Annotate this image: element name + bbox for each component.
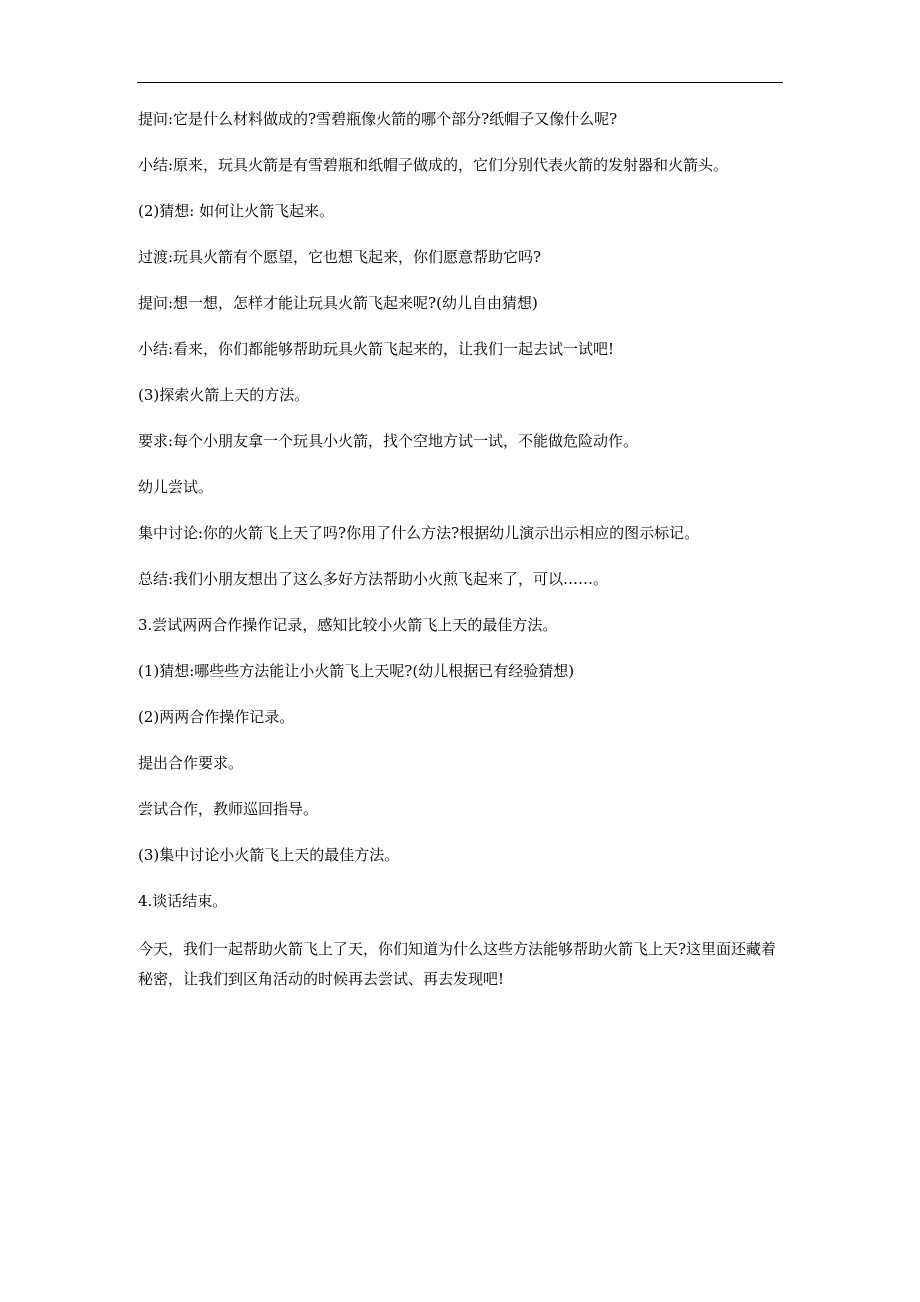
paragraph: (2)猜想: 如何让火箭飞起来。 [138, 202, 335, 220]
paragraph: 集中讨论:你的火箭飞上天了吗?你用了什么方法?根据幼儿演示出示相应的图示标记。 [138, 524, 700, 542]
paragraph: (2)两两合作操作记录。 [138, 708, 295, 726]
paragraph: 小结:看来，你们都能够帮助玩具火箭飞起来的，让我们一起去试一试吧! [138, 340, 615, 358]
paragraph: 提问:想一想，怎样才能让玩具火箭飞起来呢?(幼儿自由猜想) [138, 294, 538, 312]
paragraph: 尝试合作，教师巡回指导。 [138, 800, 319, 818]
paragraph: (3)集中讨论小火箭飞上天的最佳方法。 [138, 846, 400, 864]
paragraph: 小结:原来，玩具火箭是有雪碧瓶和纸帽子做成的，它们分别代表火箭的发射器和火箭头。 [138, 156, 729, 174]
header-rule [137, 82, 783, 83]
paragraph: 提问:它是什么材料做成的?雪碧瓶像火箭的哪个部分?纸帽子又像什么呢? [138, 110, 618, 128]
paragraph: 4.谈话结束。 [138, 892, 228, 910]
paragraph: 今天，我们一起帮助火箭飞上了天，你们知道为什么这些方法能够帮助火箭飞上天?这里面还藏着秘密，让我们到区角活动的时候再去尝试、再去发现吧! [138, 940, 777, 988]
paragraph: 总结:我们小朋友想出了这么多好方法帮助小火煎飞起来了，可以……。 [138, 570, 609, 588]
paragraph: 幼儿尝试。 [138, 478, 214, 496]
document-body [138, 106, 788, 1013]
paragraph: 3.尝试两两合作操作记录，感知比较小火箭飞上天的最佳方法。 [138, 616, 558, 634]
paragraph: 过渡:玩具火箭有个愿望，它也想飞起来，你们愿意帮助它吗? [138, 248, 542, 266]
paragraph: (1)猜想:哪些些方法能让小火箭飞上天呢?(幼儿根据已有经验猜想) [138, 662, 575, 680]
paragraph: (3)探索火箭上天的方法。 [138, 386, 310, 404]
paragraph: 要求:每个小朋友拿一个玩具小火箭，找个空地方试一试，不能做危险动作。 [138, 432, 639, 450]
paragraph: 提出合作要求。 [138, 754, 244, 772]
